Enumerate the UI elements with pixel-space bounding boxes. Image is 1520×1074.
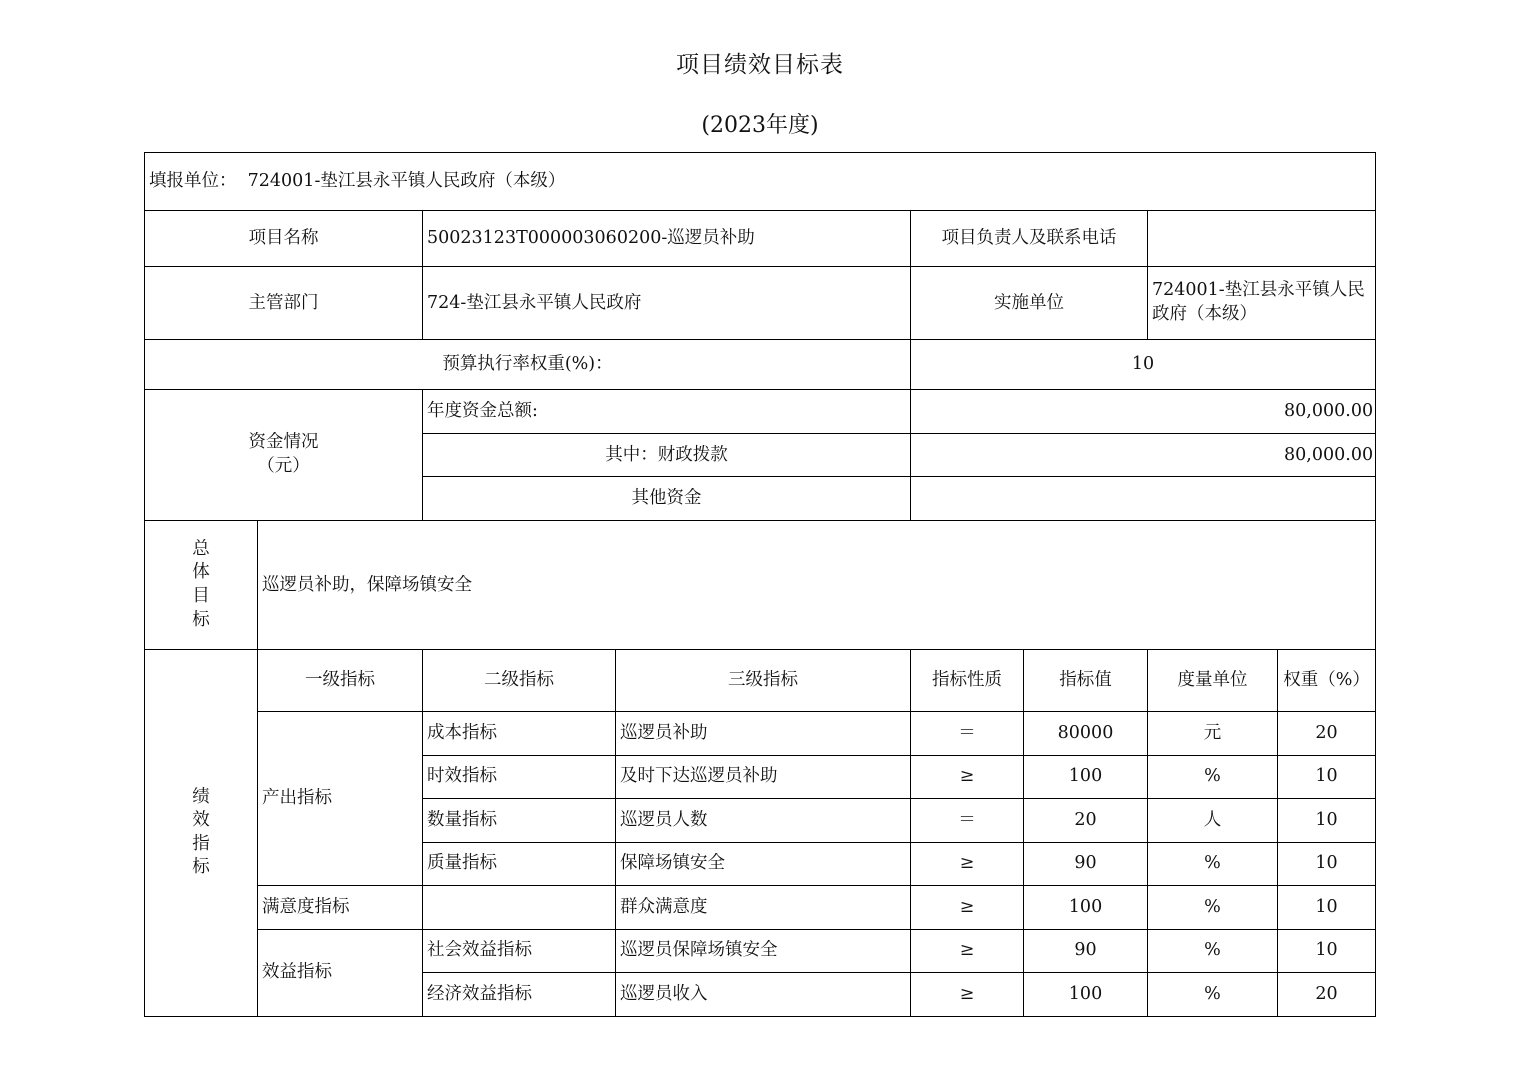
project-name-row <box>145 211 1376 267</box>
indicators-label <box>145 650 258 1017</box>
unit-cell: 人 <box>1148 799 1278 843</box>
unit-cell: % <box>1148 842 1278 886</box>
department-row <box>145 267 1376 340</box>
nature-cell: ≥ <box>911 755 1024 799</box>
nature-cell: ≥ <box>911 973 1024 1017</box>
funds-total-row <box>145 390 1376 434</box>
indicators-char: 指 <box>192 833 210 854</box>
value-cell: 100 <box>1024 755 1148 799</box>
header-weight: 权重（%） <box>1278 650 1376 712</box>
unit-cell: % <box>1148 886 1278 930</box>
level2-cell: 社会效益指标 <box>423 929 616 973</box>
weight-cell: 10 <box>1278 799 1376 843</box>
nature-cell: ＝ <box>911 799 1024 843</box>
budget-weight-row <box>145 340 1376 390</box>
weight-cell: 20 <box>1278 973 1376 1017</box>
indicators-char: 标 <box>192 857 210 878</box>
impl-value: 724001-垫江县永平镇人民政府（本级） <box>1148 267 1376 340</box>
impl-label: 实施单位 <box>911 267 1148 340</box>
value-cell: 100 <box>1024 886 1148 930</box>
level1-output: 产出指标 <box>258 712 423 886</box>
header-nature: 指标性质 <box>911 650 1024 712</box>
funds-label-line1: 资金情况 <box>248 432 319 453</box>
overall-char: 目 <box>192 586 210 606</box>
weight-cell: 10 <box>1278 929 1376 973</box>
funds-other-label: 其他资金 <box>423 477 911 521</box>
weight-cell: 10 <box>1278 886 1376 930</box>
funds-other-value <box>911 477 1376 521</box>
project-name-value: 50023123T000003060200-巡逻员补助 <box>423 211 911 267</box>
overall-char: 标 <box>192 609 210 630</box>
project-name-label: 项目名称 <box>145 211 423 267</box>
indicator-header-row <box>145 650 1376 712</box>
level3-cell: 巡逻员补助 <box>616 712 911 756</box>
unit-label: 填报单位： <box>149 171 237 192</box>
funds-label-line2: （元） <box>257 456 310 476</box>
unit-cell <box>145 153 1376 211</box>
weight-cell: 10 <box>1278 755 1376 799</box>
header-unit: 度量单位 <box>1148 650 1278 712</box>
level3-cell: 群众满意度 <box>616 886 911 930</box>
unit-cell: % <box>1148 755 1278 799</box>
unit-cell: % <box>1148 973 1278 1017</box>
unit-cell: % <box>1148 929 1278 973</box>
budget-weight-value: 10 <box>911 340 1376 390</box>
level2-cell <box>423 886 616 930</box>
funds-total-value: 80,000.00 <box>911 390 1376 434</box>
level3-cell: 保障场镇安全 <box>616 842 911 886</box>
nature-cell: ≥ <box>911 842 1024 886</box>
page-title: 项目绩效目标表 <box>676 52 844 78</box>
header-value: 指标值 <box>1024 650 1148 712</box>
funds-total-label: 年度资金总额: <box>423 390 911 434</box>
contact-label: 项目负责人及联系电话 <box>911 211 1148 267</box>
funds-fiscal-label: 其中：财政拨款 <box>423 434 911 477</box>
nature-cell: ＝ <box>911 712 1024 756</box>
level1-benefit: 效益指标 <box>258 929 423 1016</box>
header-level3: 三级指标 <box>616 650 911 712</box>
level2-cell: 时效指标 <box>423 755 616 799</box>
table-row <box>145 929 1376 973</box>
budget-weight-label: 预算执行率权重(%)： <box>145 340 911 390</box>
value-cell: 100 <box>1024 973 1148 1017</box>
level2-cell: 质量指标 <box>423 842 616 886</box>
contact-value <box>1148 211 1376 267</box>
value-cell: 90 <box>1024 929 1148 973</box>
table-row <box>145 712 1376 756</box>
nature-cell: ≥ <box>911 929 1024 973</box>
level3-cell: 巡逻员人数 <box>616 799 911 843</box>
header-level2: 二级指标 <box>423 650 616 712</box>
level1-satisfaction: 满意度指标 <box>258 886 423 930</box>
nature-cell: ≥ <box>911 886 1024 930</box>
level2-cell: 数量指标 <box>423 799 616 843</box>
level3-cell: 及时下达巡逻员补助 <box>616 755 911 799</box>
overall-goal-row <box>145 521 1376 650</box>
overall-char: 总 <box>192 538 210 559</box>
level3-cell: 巡逻员保障场镇安全 <box>616 929 911 973</box>
page-subtitle-year: (2023年度) <box>701 113 819 138</box>
level3-cell: 巡逻员收入 <box>616 973 911 1017</box>
table-row <box>145 886 1376 930</box>
value-cell: 20 <box>1024 799 1148 843</box>
overall-char: 体 <box>192 562 210 583</box>
unit-row <box>145 153 1376 211</box>
indicators-char: 效 <box>192 810 210 831</box>
overall-goal-text: 巡逻员补助，保障场镇安全 <box>258 521 1376 650</box>
value-cell: 80000 <box>1024 712 1148 756</box>
indicators-char: 绩 <box>192 786 210 807</box>
weight-cell: 10 <box>1278 842 1376 886</box>
performance-goal-table <box>144 152 1376 1017</box>
unit-cell: 元 <box>1148 712 1278 756</box>
unit-value: 724001-垫江县永平镇人民政府（本级） <box>247 171 566 192</box>
funds-label <box>145 390 423 521</box>
overall-goal-label <box>145 521 258 650</box>
weight-cell: 20 <box>1278 712 1376 756</box>
level2-cell: 经济效益指标 <box>423 973 616 1017</box>
funds-fiscal-value: 80,000.00 <box>911 434 1376 477</box>
level2-cell: 成本指标 <box>423 712 616 756</box>
dept-label: 主管部门 <box>145 267 423 340</box>
dept-value: 724-垫江县永平镇人民政府 <box>423 267 911 340</box>
header-level1: 一级指标 <box>258 650 423 712</box>
value-cell: 90 <box>1024 842 1148 886</box>
